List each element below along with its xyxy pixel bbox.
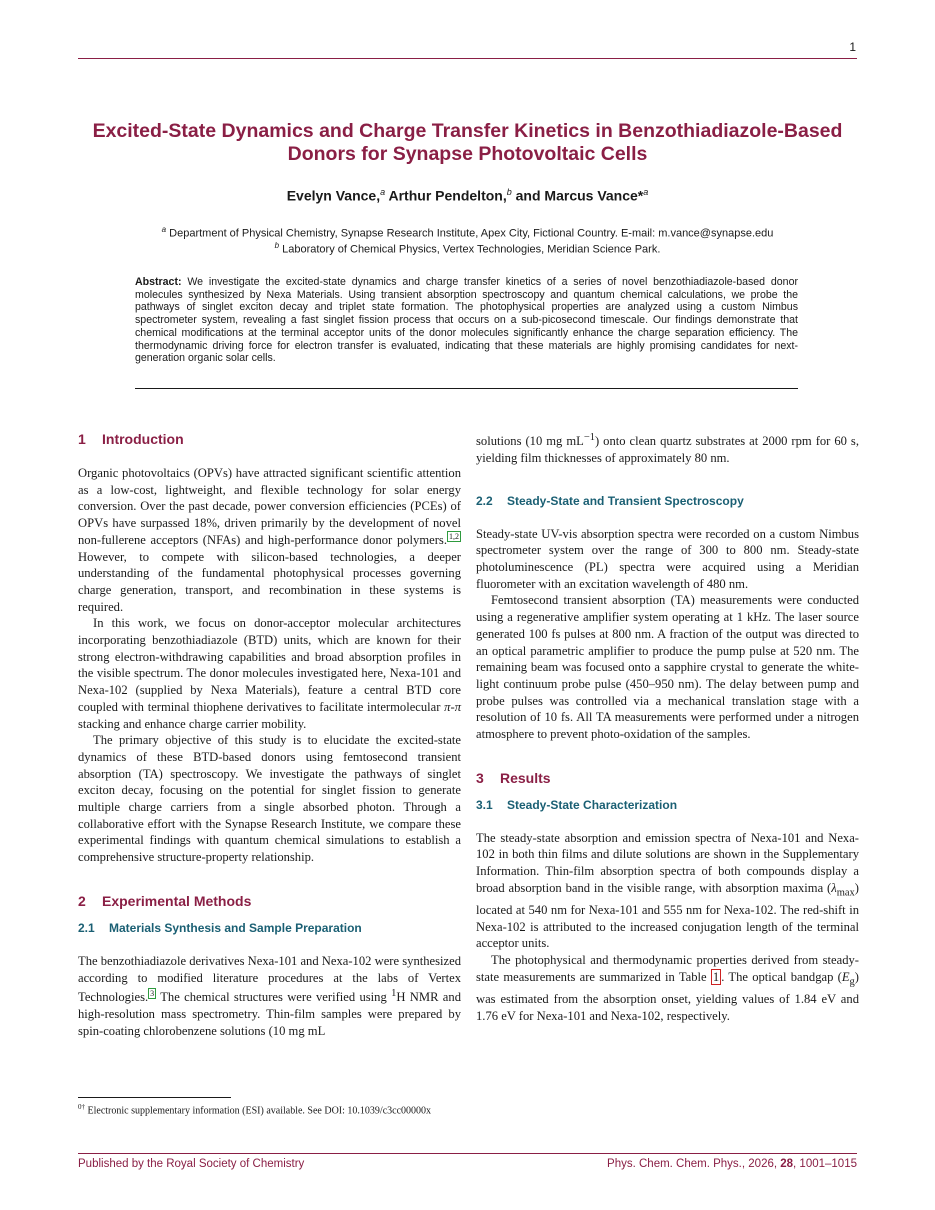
footer-rule (78, 1153, 857, 1154)
methods-paragraph-2: Steady-state UV-vis absorption spectra were recorded on a custom Nimbus spectrometer system over the range of 300 to 800 nm. Steady-state photoluminescence (PL) spectra were acquired using a Meridian fluorometer with an excitation wavelength of 480 nm. (476, 526, 859, 591)
section-number: 1 (78, 431, 86, 447)
abstract-rule (135, 388, 798, 389)
left-column (78, 430, 461, 1040)
author-name: and Marcus Vance* (515, 187, 644, 204)
table-reference-link[interactable]: 1 (712, 969, 720, 984)
right-column (476, 430, 859, 1025)
results-paragraph-1: The steady-state absorption and emission spectra of Nexa-101 and Nexa-102 in both thin films and dilute solutions are shown in the Supplementary Information. Thin-film absorption spectra of both compounds display a broad absorption band in the visible range, with absorption maxima $(\lambda_{max})$ located at 540 nm for Nexa-101 and 555 nm for Nexa-102. The red-shift in Nexa-102 is attributed to the increased conjugation length of the terminal acceptor units. (476, 830, 859, 951)
section-title: Introduction (102, 431, 184, 447)
affil-text: Laboratory of Chemical Physics, Vertex Technologies, Meridian Science Park. (282, 243, 661, 256)
author-list (78, 187, 857, 204)
author-name: Evelyn Vance, (286, 187, 381, 204)
section-title: Results (500, 769, 551, 786)
header-rule (78, 58, 857, 59)
author-affil-mark: a (380, 187, 386, 197)
publisher-footer: Published by the Royal Society of Chemistry (78, 1158, 305, 1170)
methods-paragraph-3: Femtosecond transient absorption (TA) measurements were conducted using a regenerative amplifier system operating at 1 kHz. The laser source generated 100 fs pulses at 800 nm. A fraction of the output was directed to an optical parametric amplifier to produce the pump pulse at 520 nm. The remaining beam was focused onto a sapphire crystal to generate the white-light continuum probe pulse (450–950 nm). The delay between pump and probe pulses was controlled via a mechanical translation stage with a resolution of 10 fs. All TA measurements were performed under a nitrogen atmosphere to prevent photo-oxidation of the samples. (476, 593, 859, 742)
subsection-title: Steady-State Characterization (507, 797, 678, 812)
author-name: Arthur Pendelton, (388, 187, 507, 204)
section-number: 3 (476, 769, 484, 786)
subsection-number: 2.1 (78, 920, 95, 935)
subsection-title: Materials Synthesis and Sample Preparation (109, 920, 362, 935)
paper-title: Excited-State Dynamics and Charge Transfer Kinetics in Benzothiadiazole-Based Donors for Synapse Photovoltaic Cells (92, 120, 843, 165)
results-paragraph-2: The photophysical and thermodynamic properties derived from steady-state measurements are summarized in Table 1 . The optical bandgap $(E_g)$ was estimated from the absorption onset, yielding values of 1.84 eV and 1.76 eV for Nexa-101 and Nexa-102, respectively. (476, 953, 859, 1023)
affil-mark: a (161, 225, 167, 234)
section-heading-introduction (78, 430, 461, 448)
author-affil-mark: b (506, 187, 512, 197)
citation-link[interactable]: 3 (150, 989, 155, 999)
affiliation-b (78, 238, 857, 258)
citation-link[interactable]: 1,2 (449, 531, 459, 541)
subsection-heading-steady-state (476, 797, 859, 813)
page-number: 1 (849, 40, 856, 54)
footnote-text: Electronic supplementary information (ESI) available. See DOI: 10.1039/c3cc00000x (85, 1105, 432, 1117)
abstract-label: Abstract: (135, 276, 182, 288)
methods-paragraph-1: The benzothiadiazole derivatives Nexa-101 and Nexa-102 were synthesized according to modified literature procedures at the labs of Vertex Technologies. $^3$ The chemical structures were verified using $^1$H NMR and high-resolution mass spectrometry. Thin-film samples were prepared by spin-coating chlorobenzene solutions (10 mg mL (78, 953, 461, 1038)
footnote-mark: 0† (78, 1103, 85, 1111)
subsection-heading-spectroscopy (476, 493, 859, 509)
section-heading-methods (78, 892, 461, 910)
affil-mark: b (274, 241, 280, 250)
footnote (78, 1101, 461, 1117)
abstract-text: We investigate the excited-state dynamics and charge transfer kinetics of a series of novel benzothiadiazole-based donor molecules synthesized by Nexa Materials. Using transient absorption spectroscopy and quantum chemical calculations, we probe the pathways of singlet exciton decay and triplet state formation. The photophysical properties are analyzed using a custom Nimbus spectrometer system, revealing a fast singlet fission process that occurs on a sub-picosecond timescale. Our findings demonstrate that chemical modifications at the terminal acceptor units of the donor molecules significantly enhance the charge separation efficiency. The thermodynamic driving force for electron transfer is evaluated, indicating that these materials are highly promising candidates for next-generation organic solar cells. (135, 276, 798, 365)
journal-citation: Phys. Chem. Chem. Phys., 2026, 28, 1001–1015 (607, 1158, 857, 1170)
subsection-heading-materials (78, 920, 461, 936)
affil-text: Department of Physical Chemistry, Synapse Research Institute, Apex City, Fictional Country. E-mail: m.vance@synapse.edu (169, 227, 774, 240)
abstract (135, 276, 798, 365)
intro-paragraph-3: The primary objective of this study is to elucidate the excited-state dynamics of these BTD-based donors using femtosecond transient absorption (TA) spectroscopy. We investigate the pathways of singlet exciton decay, focusing on the potential for singlet fission to generate multiple charge carriers from a single absorbed photon. Through a collaborative effort with the Synapse Research Institute, we compare these experimental findings with quantum chemical simulations to establish a comprehensive structure-property relationship. (78, 733, 461, 865)
subsection-number: 2.2 (476, 493, 493, 508)
footnote-rule (78, 1097, 231, 1098)
intro-paragraph-1: Organic photovoltaics (OPVs) have attracted significant scientific attention as a low-cost, lightweight, and flexible technology for solar energy conversion. Over the past decade, power conversion efficiencies (PCEs) of OPVs have surpassed 18%, driven primarily by the development of novel non-fullerene acceptors (NFAs) and high-performance donor polymers. $^{1,2}$ However, to compete with silicon-based technologies, a deeper understanding of the fundamental photophysical processes governing charge generation, transport, and recombination in these systems is required. (78, 466, 461, 614)
intro-paragraph-2: In this work, we focus on donor-acceptor molecular architectures incorporating benzothiadiazole (BTD) units, which are known for their strong electron-withdrawing capabilities and broad absorption profiles in the visible spectrum. The donor molecules investigated here, Nexa-101 and Nexa-102 (supplied by Nexa Materials), feature a central BTD core coupled with terminal thiophene derivatives to facilitate intermolecular π-π stacking and enhance charge carrier mobility. (78, 616, 461, 731)
methods-paragraph-1-cont: solutions (10 mg $mL^{-1}$) onto clean quartz substrates at 2000 rpm for 60 s, yielding film thicknesses of approximately 80 nm. (476, 432, 859, 465)
section-title: Experimental Methods (102, 892, 252, 909)
subsection-title: Steady-State and Transient Spectroscopy (507, 493, 744, 508)
section-number: 2 (78, 892, 86, 909)
section-heading-results (476, 769, 859, 787)
author-affil-mark: a (643, 187, 649, 197)
subsection-number: 3.1 (476, 797, 493, 812)
